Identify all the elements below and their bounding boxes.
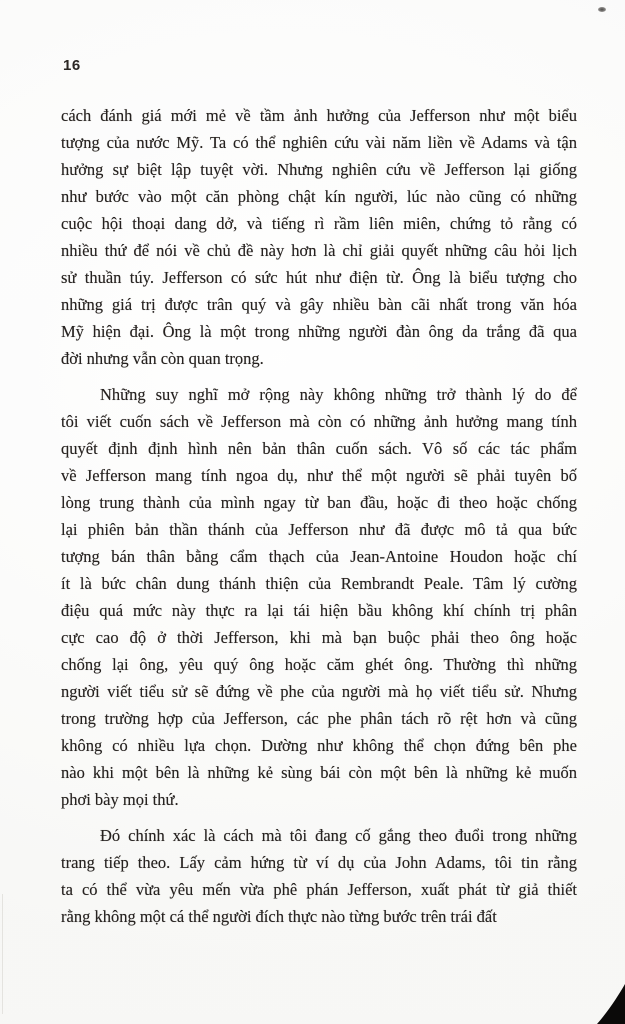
text-line: sử thuần túy. Jefferson có sức hút như điện từ. Ông là biểu tượng cho <box>61 268 577 287</box>
text-line: tượng của nước Mỹ. Ta có thể nghiên cứu vài năm liền về Adams và tận <box>61 133 577 152</box>
text-line: cực cao độ ở thời Jefferson, khi mà bạn buộc phải theo ông hoặc <box>61 628 577 647</box>
text-line: ít là bức chân dung thánh thiện của Rembrandt Peale. Tâm lý cường <box>61 574 577 593</box>
text-line: Mỹ hiện đại. Ông là một trong những người đàn ông da trắng đã qua <box>61 322 577 341</box>
paragraph <box>61 102 577 372</box>
text-line: về Jefferson mang tính ngoa dụ, như thể một người sẽ phải tuyên bố <box>61 466 577 485</box>
text-line: Những suy nghĩ mở rộng này không những trở thành lý do để <box>100 385 577 404</box>
text-line: trang tiếp theo. Lấy cảm hứng từ ví dụ của John Adams, tôi tin rằng <box>61 853 577 872</box>
text-line: không có nhiều lựa chọn. Dường như không thể chọn đứng bên phe <box>61 736 577 755</box>
page-curl-corner-shadow <box>597 984 625 1024</box>
paragraph <box>61 381 577 813</box>
text-line: nào khi một bên là những kẻ sùng bái còn một bên là những kẻ muốn <box>61 763 577 782</box>
text-line: điệu quá mức này thực ra lại tái hiện bầu không khí chính trị phân <box>61 601 577 620</box>
text-line: lòng trung thành của mình ngay từ ban đầu, hoặc đi theo hoặc chống <box>61 493 577 512</box>
text-line: cách đánh giá mới mẻ về tầm ảnh hưởng của Jefferson như một biểu <box>61 106 577 125</box>
text-line: phơi bày mọi thứ. <box>61 790 179 809</box>
text-line: quyết định định hình nên bản thân cuốn sách. Vô số các tác phẩm <box>61 439 577 458</box>
text-line: người viết tiểu sử sẽ đứng về phe của người mà họ viết tiểu sử. Nhưng <box>61 682 577 701</box>
text-line: trong trường hợp của Jefferson, các phe phân tách rõ rệt hơn và cũng <box>61 709 577 728</box>
text-line: tôi viết cuốn sách về Jefferson mà còn có những ảnh hưởng mang tính <box>61 412 577 431</box>
text-line: lại phiên bản thần thánh của Jefferson như đã được mô tả qua bức <box>61 520 577 539</box>
text-line: tượng bán thân bằng cẩm thạch của Jean-Antoine Houdon hoặc chí <box>61 547 577 566</box>
scan-artifact-speck <box>598 7 606 12</box>
text-line: cuộc hội thoại dang dở, và tiếng rì rầm liên miên, chứng tỏ rằng có <box>61 214 577 233</box>
page-edge-line <box>2 894 3 1014</box>
page-number: 16 <box>63 57 81 74</box>
text-line: chống lại ông, yêu quý ông hoặc căm ghét ông. Thường thì những <box>61 655 577 674</box>
text-line: rằng không một cá thể người đích thực nào từng bước trên trái đất <box>61 907 497 926</box>
paragraph <box>61 822 577 930</box>
text-line: nhiều thứ để nói về chủ đề này hơn là chỉ giải quyết những câu hỏi lịch <box>61 241 577 260</box>
text-line: những giá trị được trân quý và gây nhiều bàn cãi nhất trong văn hóa <box>61 295 577 314</box>
text-line: ta có thể vừa yêu mến vừa phê phán Jefferson, xuất phát từ giả thiết <box>61 880 577 899</box>
body-text-block <box>61 102 577 930</box>
text-line: đời nhưng vẫn còn quan trọng. <box>61 349 264 368</box>
text-line: Đó chính xác là cách mà tôi đang cố gắng theo đuổi trong những <box>100 826 577 845</box>
text-line: hưởng sự biệt lập tuyệt vời. Nhưng nghiên cứu về Jefferson lại giống <box>61 160 577 179</box>
text-line: như bước vào một căn phòng chật kín người, lúc nào cũng có những <box>61 187 577 206</box>
